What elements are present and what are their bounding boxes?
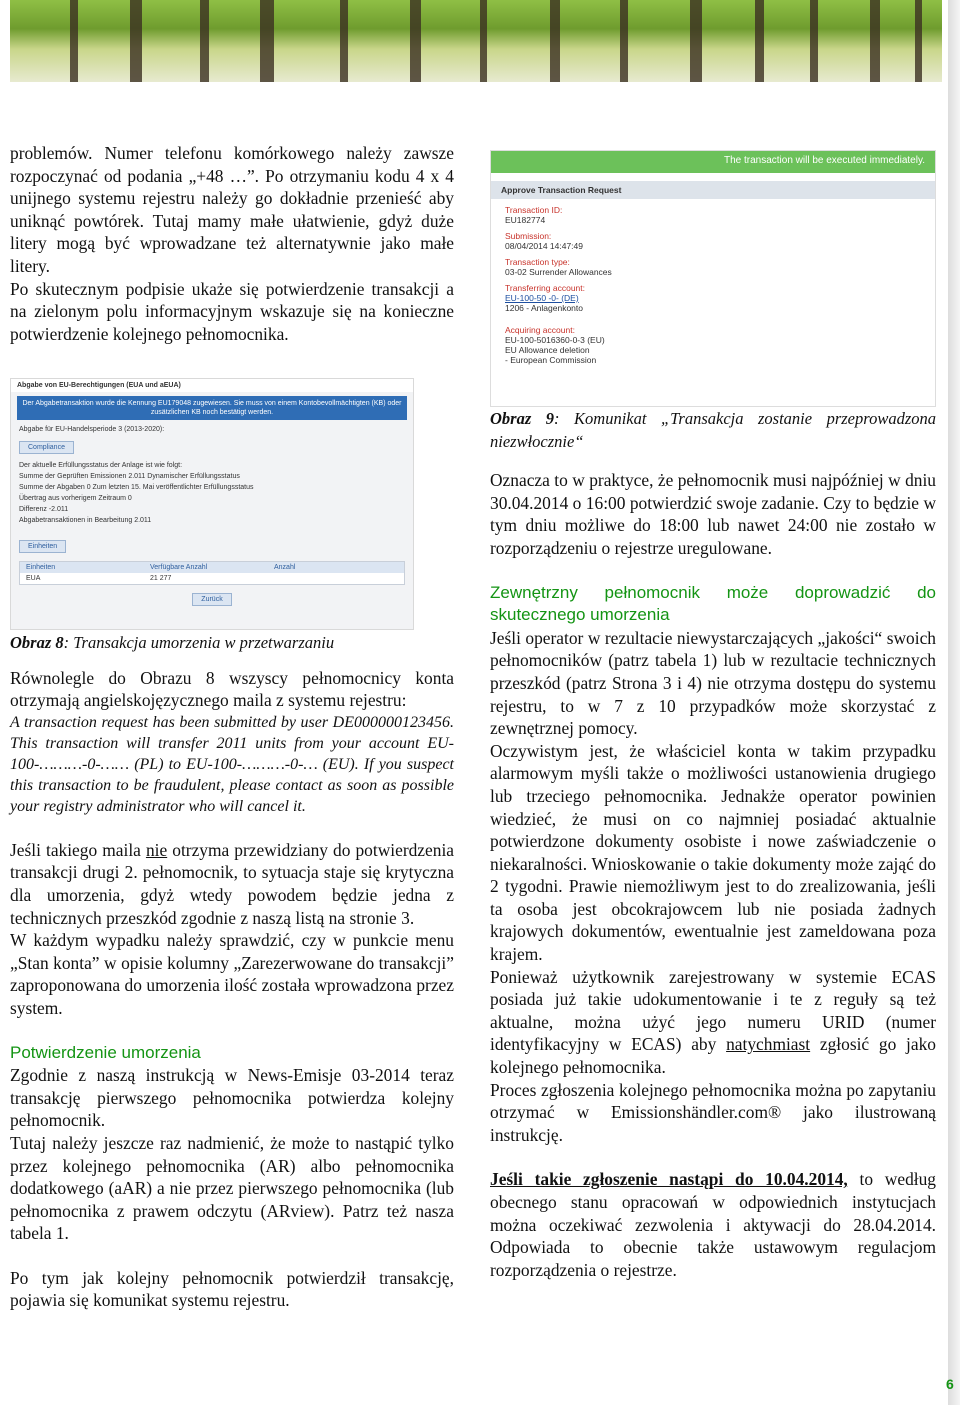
left-column-top [10,142,454,345]
field-value: 08/04/2014 14:47:49 [505,241,583,251]
paragraph: Równolegle do Obrazu 8 wszyscy pełnomocnicy konta otrzymają angielskojęzycznego maila z systemu rejestru: [10,667,454,711]
text: Jeśli takiego maila [10,839,146,860]
column-header: Verfügbare Anzahl [150,564,208,571]
units-button[interactable]: Einheiten [19,540,66,553]
table-row [20,573,404,584]
figure-9-caption [490,408,936,453]
field-label: Transaction ID: [505,205,563,215]
paragraph: W każdym wypadku należy sprawdzić, czy w punkcie menu „Stan konta” w opisie kolumny „Zarezerwowane do transakcji” zaproponowana do umorzenia ilość została wprowadzona przez system. [10,930,454,1018]
compliance-button[interactable]: Compliance [19,441,74,454]
page-number: 6 [946,1376,954,1392]
status-row: Abgabetransaktionen in Bearbeitung 2.011 [19,517,152,524]
page-edge [948,0,960,1405]
field-label: Transaction type: [505,257,570,267]
approve-request-header: Approve Transaction Request [491,181,935,199]
figure-9-screenshot [490,150,936,407]
paragraph [490,1168,936,1281]
email-quote: A transaction request has been submitted by user DE000000123456. This transaction will transfer 2011 units from your account EU-100-………-0-…… (PL) to EU-100-………-0-… (EU). If you suspect this transaction to be fraudulent, please contact as soon as possible your registry administrator who will cancel it. [10,713,454,815]
paragraph: Oczywistym jest, że właściciel konta w takim przypadku alarmowym myśli także o możliwości ustanowienia drugiego lub trzeciego pełnomocnika. Jednakże operator powinien wiedzieć, że musi on co najmniej posiadać aktualnie potwierdzone dokumenty osobiste i nowe zaświadczenie o niekaralności. Wnioskowanie o takie dokumenty może zająć do 2 tygodni. Prawie niemożliwym jest to do zrealizowania, jeśli ta osoba jest obcokrajowcem lub nie posiada żadnych krajowych dokumentów, ewentualnie jest zameldowana poza krajem. [490,740,936,965]
field-value: 1206 - Anlagenkonto [505,303,583,313]
period-label: Abgabe für EU-Handelsperiode 3 (2013-2020): [19,426,165,433]
back-button[interactable]: Zurück [192,593,231,606]
paragraph: Zgodnie z naszą instrukcją w News-Emisje 03-2014 teraz transakcję pierwszego pełnomocnika potwierdza kolejny pełnomocnik. [10,1065,454,1131]
field-value: EU-100-5016360-0-3 (EU) [505,335,605,345]
status-row: Differenz -2.011 [19,506,69,513]
underlined-text: nie [145,839,168,860]
section-heading: Potwierdzenie umorzenia [10,1042,201,1062]
section-heading: Zewnętrzny pełnomocnik może doprowadzić do skutecznego umorzenia [490,582,936,625]
figure-label: Obraz 8 [10,633,64,652]
underlined-text: natychmiast [726,1034,811,1055]
success-banner: The transaction will be executed immediately. [491,151,935,173]
right-column [490,408,936,1281]
field-value: EU Allowance deletion [505,345,590,355]
field-value: - European Commission [505,355,597,365]
status-row: Summe der Geprüften Emissionen 2.011 Dynamischer Erfüllungsstatus [19,473,240,480]
caption-text: : Komunikat „Transakcja zostanie przeprowadzona niezwłocznie“ [490,409,936,451]
paragraph: Oznacza to w praktyce, że pełnomocnik musi najpóźniej w dniu 30.04.2014 o 16:00 potwierdzić swoje zadanie. Czy to będzie w tym dniu możliwe do 18:00 lub nawet 24:00 nie zostało w rozporządzeniu o rejestrze uregulowane. [490,470,936,558]
caption-text: : Transakcja umorzenia w przetwarzaniu [63,633,335,652]
info-banner: Der Abgabetransaktion wurde die Kennung EU179048 zugewiesen. Sie muss von einem Kontobevollmächtigten (KB) oder zusätzlichen KB noch bestätigt werden. [17,396,407,420]
units-table [19,561,405,585]
figure-label: Obraz 9 [490,409,555,428]
field-label: Transferring account: [505,283,585,293]
column-header: Einheiten [26,564,56,571]
screenshot-title: Abgabe von EU-Berechtigungen (EUA und aEUA) [11,379,413,392]
table-cell [274,575,398,582]
left-column-bottom [10,632,454,1312]
field-transaction-type [491,257,935,277]
table-header [20,562,404,573]
figure-8-caption [10,632,454,655]
text: Ponieważ użytkownik zarejestrowany w systemie ECAS posiada już takie udokumentowanie i te z reguły są też aktualne, można użyć jego numeru URID (numer identyfikacyjny w ECAS) aby [490,966,936,1055]
field-label: Acquiring account: [505,325,575,335]
text: otrzyma przewidziany do potwierdzenia transakcji drugi 2. pełnomocnik, to sytuacja staje się krytyczna dla umorzenia, gdyż wtedy powodem będzie jedna z technicznych przeszkód zgodnie z naszą listą na stronie 3. [10,839,454,928]
field-submission [491,231,935,251]
paragraph: Tutaj należy jeszcze raz nadmienić, że może to nastąpić tylko przez kolejnego pełnomocnika (AR) albo pełnomocnika dodatkowego (aAR) a nie przez pierwszego pełnomocnika (lub pełnomocnika z prawem odczytu (ARview). Patrz też nasza tabela 1. [10,1132,454,1244]
column-header: Anzahl [274,564,296,571]
account-link[interactable]: EU-100-50 -0- (DE) [505,293,579,303]
field-transferring-account [491,283,935,313]
field-value: EU182774 [505,215,546,225]
paragraph: Po skutecznym podpisie ukaże się potwierdzenie transakcji a na zielonym polu informacyjnym wskazuje się na konieczne potwierdzenie kolejnego pełnomocnika. [10,278,454,344]
text: to według obecnego stanu opracowań w odpowiednich instytucjach można oczekiwać zezwolenia i aktywacji do 28.04.2014. Odpowiada to obecnie także ustawowym regulacjom rozporządzenia o rejestrze. [490,1169,937,1280]
table-cell: 21 277 [150,575,172,582]
bold-underlined-text: Jeśli takie zgłoszenie nastąpi do 10.04.2014, [490,1169,848,1190]
status-text: Der aktuelle Erfüllungsstatus der Anlage ist wie folgt: [19,462,183,469]
table-cell: EUA [26,575,41,582]
paragraph: problemów. Numer telefonu komórkowego należy zawsze rozpoczynać od podania „+48 …”. Po otrzymaniu kodu 4 x 4 unijnego systemu rejestru należy go dokładnie przenieść aby uniknąć powtórek. Tutaj mamy małe ułatwienie, gdyż duże litery mogą być wprowadzane też alternatywnie jako małe litery. [10,143,454,276]
status-row: Summe der Abgaben 0 Zum letzten 15. Mai veröffentlichter Erfüllungsstatus [19,484,254,491]
field-value: 03-02 Surrender Allowances [505,267,612,277]
paragraph: Po tym jak kolejny pełnomocnik potwierdził transakcję, pojawia się komunikat systemu rejestru. [10,1267,454,1311]
paragraph [10,839,454,929]
status-row: Übertrag aus vorherigem Zeitraum 0 [19,495,132,502]
figure-8-screenshot [10,378,414,630]
paragraph [490,966,936,1079]
text: zgłosić go jako kolejnego pełnomocnika. [490,1034,937,1078]
paragraph: Jeśli operator w rezultacie niewystarczających „jakości“ swoich pełnomocników (patrz tabela 1) lub w rezultacie technicznych przeszkód (patrz Strona 3 i 4) nie otrzyma dostępu do systemu rejestru, to w 7 z 10 przypadków może skorzystać z zewnętrznej pomocy. [490,627,936,739]
field-label: Submission: [505,231,552,241]
field-transaction-id [491,205,935,225]
forest-banner-image [10,0,942,82]
field-acquiring-account [491,325,935,365]
paragraph: Proces zgłoszenia kolejnego pełnomocnika można po zapytaniu otrzymać w Emissionshändler.com® jako ilustrowaną instrukcję. [490,1079,936,1145]
